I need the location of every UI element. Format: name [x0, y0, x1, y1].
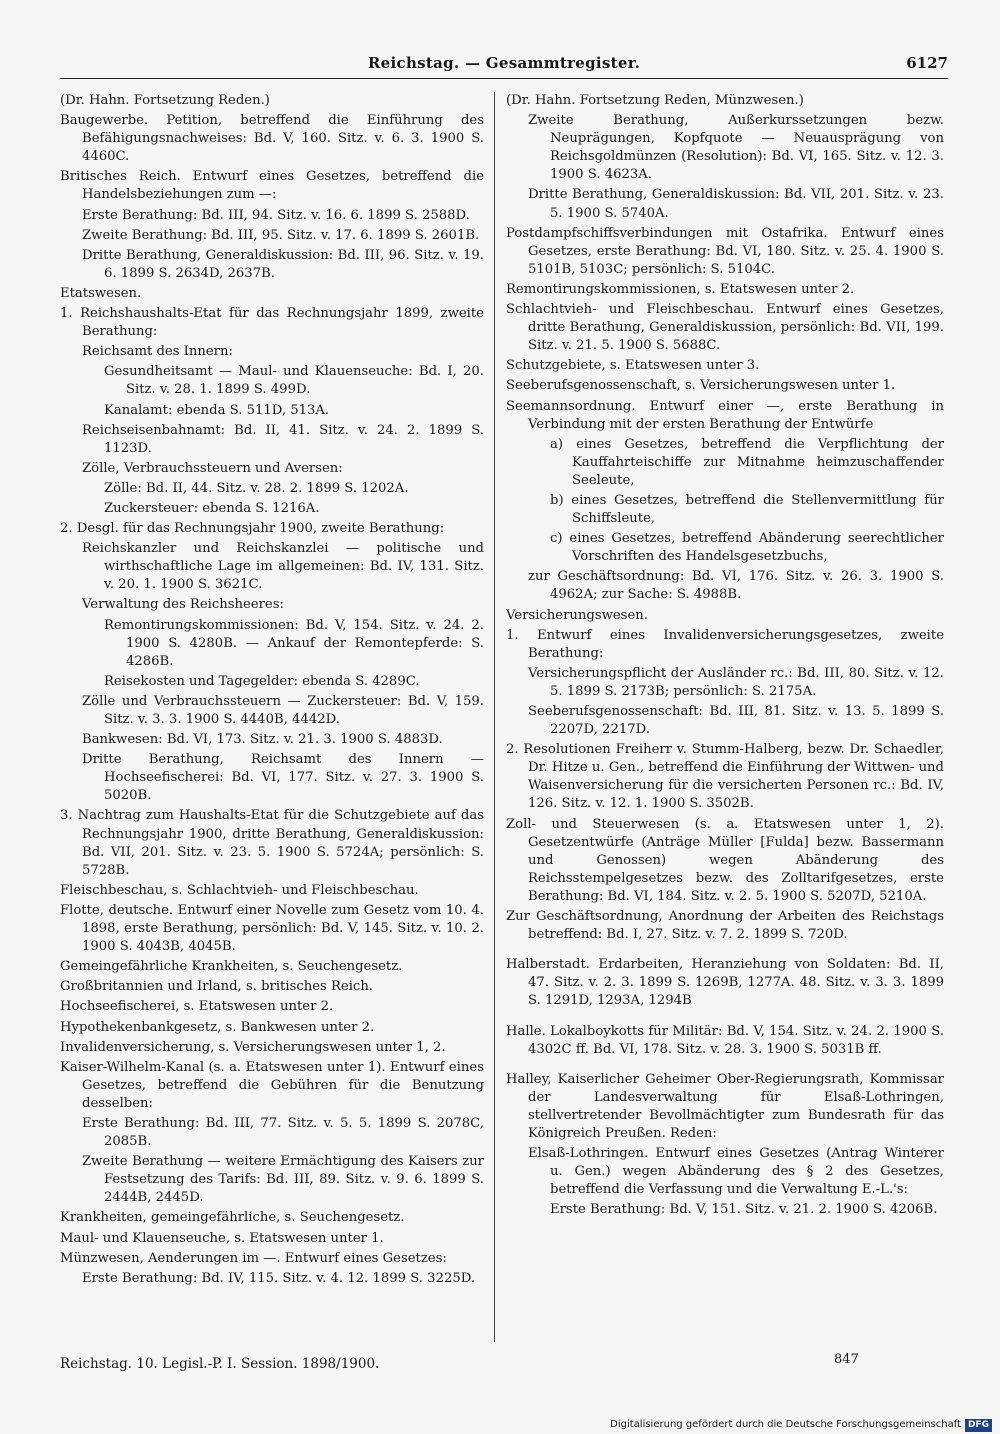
index-entry: Etatswesen.: [60, 285, 142, 301]
running-header: [60, 52, 948, 79]
index-entry: Münzwesen, Aenderungen im —. Entwurf eines Gesetzes:: [60, 1250, 447, 1266]
index-entry: Seeberufsgenossenschaft: Bd. III, 81. Sitz. v. 13. 5. 1899 S. 2207D, 2217D.: [528, 704, 944, 738]
index-entry: Zweite Berathung, Außerkurssetzungen bezw. Neuprägungen, Kopfquote — Neuausprägung von Reichsgoldmünzen (Resolution): Bd. VI, 165. Sitz. v. 12. 3. 1900 S. 4623A.: [528, 113, 944, 183]
index-entry: Remontirungskommissionen: Bd. V, 154. Sitz. v. 24. 2. 1900 S. 4280B. — Ankauf der Remontepferde: S. 4286B.: [104, 617, 484, 669]
index-entry: (Dr. Hahn. Fortsetzung Reden, Münzwesen.): [506, 93, 804, 108]
index-entry: Britisches Reich. Entwurf eines Gesetzes, betreffend die Handelsbeziehungen zum —:: [60, 169, 484, 203]
index-entry: Seemannsordnung. Entwurf einer —, erste Berathung in Verbindung mit der ersten Berathung der Entwürfe: [506, 398, 944, 432]
index-entry: Seeberufsgenossenschaft, s. Versicherungswesen unter 1.: [506, 378, 896, 394]
credit-text: Digitalisierung gefördert durch die Deutsche Forschungsgemeinschaft: [610, 1419, 961, 1430]
index-entry: Postdampfschiffsverbindungen mit Ostafrika. Entwurf eines Gesetzes, erste Berathung: Bd. VI, 180. Sitz. v. 25. 4. 1900 S. 5101B, 5103C; persönlich: S. 5104C.: [506, 225, 944, 277]
index-entry: Zölle: Bd. II, 44. Sitz. v. 28. 2. 1899 S. 1202A.: [104, 480, 409, 496]
index-entry: Verwaltung des Reichsheeres:: [82, 597, 284, 613]
index-entry: Reisekosten und Tagegelder: ebenda S. 4289C.: [104, 673, 420, 689]
index-entry: Versicherungspflicht der Ausländer rc.: Bd. III, 80. Sitz. v. 12. 5. 1899 S. 2173B; persönlich: S. 2175A.: [528, 665, 944, 699]
page-number: 6127: [906, 54, 948, 72]
index-entry: Gesundheitsamt — Maul- und Klauenseuche: Bd. I, 20. Sitz. v. 28. 1. 1899 S. 499D.: [104, 364, 484, 398]
index-entry: Hypothekenbankgesetz, s. Bankwesen unter 2.: [60, 1019, 375, 1035]
index-entry: 2. Resolutionen Freiherr v. Stumm-Halberg, bezw. Dr. Schaedler, Dr. Hitze u. Gen., betreffend die Einführung der Wittwen- und Waisenversicherung für die versicherten Personen rc.: Bd. IV, 126. Sitz. v. 12. 1. 1900 S. 3502B.: [506, 742, 944, 812]
index-entry: Reichseisenbahnamt: Bd. II, 41. Sitz. v. 24. 2. 1899 S. 1123D.: [82, 422, 484, 456]
right-column: [506, 92, 944, 1221]
index-entry: 1. Entwurf eines Invalidenversicherungsgesetzes, zweite Berathung:: [506, 627, 944, 661]
index-entry: Erste Berathung: Bd. V, 151. Sitz. v. 21. 2. 1900 S. 4206B.: [550, 1202, 938, 1218]
index-entry: Dritte Berathung, Generaldiskussion: Bd. III, 96. Sitz. v. 19. 6. 1899 S. 2634D, 2637B.: [82, 247, 484, 281]
index-entry: Zweite Berathung — weitere Ermächtigung des Kaisers zur Festsetzung des Tarifs: Bd. III, 89. Sitz. v. 9. 6. 1899 S. 2444B, 2445D.: [82, 1154, 484, 1206]
column-divider: [494, 92, 495, 1342]
index-entry: Zur Geschäftsordnung, Anordnung der Arbeiten des Reichstags betreffend: Bd. I, 27. Sitz. v. 7. 2. 1899 S. 720D.: [506, 909, 944, 943]
index-entry: Erste Berathung: Bd. III, 77. Sitz. v. 5. 5. 1899 S. 2078C, 2085B.: [82, 1115, 484, 1150]
index-entry: Dritte Berathung, Generaldiskussion: Bd. VII, 201. Sitz. v. 23. 5. 1900 S. 5740A.: [528, 187, 944, 221]
index-entry: Kaiser-Wilhelm-Kanal (s. a. Etatswesen unter 1). Entwurf eines Gesetzes, betreffend die Gebühren für die Benutzung desselben:: [60, 1059, 484, 1111]
index-entry: zur Geschäftsordnung: Bd. VI, 176. Sitz. v. 26. 3. 1900 S. 4962A; zur Sache: S. 4988B.: [528, 569, 944, 603]
digitization-credit: [610, 1418, 992, 1432]
index-entry: Erste Berathung: Bd. IV, 115. Sitz. v. 4. 12. 1899 S. 3225D.: [82, 1270, 476, 1286]
index-entry: Krankheiten, gemeingefährliche, s. Seuchengesetz.: [60, 1210, 405, 1226]
index-entry: Reichsamt des Innern:: [82, 344, 233, 360]
index-entry: Halle. Lokalboykotts für Militär: Bd. V, 154. Sitz. v. 24. 2. 1900 S. 4302C ff. Bd. VI, 178. Sitz. v. 28. 3. 1900 S. 5031B ff.: [506, 1023, 944, 1057]
index-entry: Zweite Berathung: Bd. III, 95. Sitz. v. 17. 6. 1899 S. 2601B.: [82, 227, 480, 243]
index-entry: Bankwesen: Bd. VI, 173. Sitz. v. 21. 3. 1900 S. 4883D.: [82, 732, 443, 748]
index-entry: b) eines Gesetzes, betreffend die Stellenvermittlung für Schiffsleute,: [550, 492, 944, 527]
index-entry: Invalidenversicherung, s. Versicherungswesen unter 1, 2.: [60, 1039, 446, 1055]
left-column: [60, 92, 484, 1290]
index-entry: 2. Desgl. für das Rechnungsjahr 1900, zweite Berathung:: [60, 521, 445, 537]
index-entry: a) eines Gesetzes, betreffend die Verpflichtung der Kauffahrteischiffe zur Mitnahme heimzuschaffender Seeleute,: [550, 436, 944, 488]
index-entry: 3. Nachtrag zum Haushalts-Etat für die Schutzgebiete auf das Rechnungsjahr 1900, dritte Berathung, Generaldiskussion: Bd. VII, 201. Sitz. v. 23. 5. 1900 S. 5724A; persönlich: S. 5728B.: [60, 808, 484, 878]
index-entry: c) eines Gesetzes, betreffend Abänderung seerechtlicher Vorschriften des Handelsgesetzbuchs,: [550, 531, 944, 565]
dfg-logo: DFG: [965, 1419, 992, 1432]
index-entry: Gemeingefährliche Krankheiten, s. Seuchengesetz.: [60, 959, 403, 975]
index-entry: Flotte, deutsche. Entwurf einer Novelle zum Gesetz vom 10. 4. 1898, erste Berathung, persönlich: Bd. V, 145. Sitz. v. 10. 2. 1900 S. 4043B, 4045B.: [60, 902, 484, 955]
index-entry: Zoll- und Steuerwesen (s. a. Etatswesen unter 1, 2). Gesetzentwürfe (Anträge Müller [Fulda] bezw. Bassermann und Genossen) wegen Abänderung des Reichsstempelgesetzes bezw. des Zolltarifgesetzes, erste Berathung: Bd. VI, 184. Sitz. v. 2. 5. 1900 S. 5207D, 5210A.: [506, 816, 944, 904]
index-entry: Dritte Berathung, Reichsamt des Innern — Hochseefischerei: Bd. VI, 177. Sitz. v. 27. 3. 1900 S. 5020B.: [82, 752, 484, 804]
index-entry: 1. Reichshaushalts-Etat für das Rechnungsjahr 1899, zweite Berathung:: [60, 306, 484, 340]
index-entry: Kanalamt: ebenda S. 511D, 513A.: [104, 402, 330, 418]
index-entry: Fleischbeschau, s. Schlachtvieh- und Fleischbeschau.: [60, 882, 419, 898]
index-entry: Maul- und Klauenseuche, s. Etatswesen unter 1.: [60, 1230, 384, 1246]
index-entry: Remontirungskommissionen, s. Etatswesen unter 2.: [506, 281, 855, 297]
index-entry: Zölle, Verbrauchssteuern und Aversen:: [82, 460, 343, 476]
index-entry: Zölle und Verbrauchssteuern — Zuckersteuer: Bd. V, 159. Sitz. v. 3. 3. 1900 S. 4440B, 4442D.: [82, 693, 484, 727]
index-entry: Großbritannien und Irland, s. britisches Reich.: [60, 979, 374, 995]
index-entry: Baugewerbe. Petition, betreffend die Einführung des Befähigungsnachweises: Bd. V, 160. Sitz. v. 6. 3. 1900 S. 4460C.: [60, 113, 484, 165]
footer-sheet-number: 847: [834, 1352, 859, 1367]
index-entry: (Dr. Hahn. Fortsetzung Reden.): [60, 93, 270, 108]
index-entry: Halberstadt. Erdarbeiten, Heranziehung von Soldaten: Bd. II, 47. Sitz. v. 2. 3. 1899 S. 1269B, 1277A. 48. Sitz. v. 3. 3. 1899 S. 1291D, 1293A, 1294B: [506, 957, 944, 1009]
index-entry: Versicherungswesen.: [506, 607, 648, 623]
index-entry: Reichskanzler und Reichskanzlei — politische und wirthschaftliche Lage im allgemeinen: Bd. IV, 131. Sitz. v. 20. 1. 1900 S. 3621C.: [82, 541, 484, 593]
index-entry: Schlachtvieh- und Fleischbeschau. Entwurf eines Gesetzes, dritte Berathung, Generaldiskussion, persönlich: Bd. VII, 199. Sitz. v. 21. 5. 1900 S. 5688C.: [506, 302, 944, 354]
header-title: Reichstag. — Gesammtregister.: [367, 54, 641, 72]
index-entry: Hochseefischerei, s. Etatswesen unter 2.: [60, 999, 334, 1015]
index-entry: Elsaß-Lothringen. Entwurf eines Gesetzes (Antrag Winterer u. Gen.) wegen Abänderung des § 2 des Gesetzes, betreffend die Verfassung und die Verwaltung E.-L.'s:: [528, 1146, 944, 1198]
index-entry: Zuckersteuer: ebenda S. 1216A.: [104, 500, 320, 516]
index-entry: Schutzgebiete, s. Etatswesen unter 3.: [506, 358, 760, 374]
footer-session: Reichstag. 10. Legisl.-P. I. Session. 1898/1900.: [60, 1356, 380, 1372]
index-entry: Halley, Kaiserlicher Geheimer Ober-Regierungsrath, Kommissar der Landesverwaltung für Elsaß-Lothringen, stellvertretender Bevollmächtigter zum Bundesrath für das Königreich Preußen. Reden:: [506, 1071, 944, 1141]
index-entry: Erste Berathung: Bd. III, 94. Sitz. v. 16. 6. 1899 S. 2588D.: [82, 207, 470, 223]
